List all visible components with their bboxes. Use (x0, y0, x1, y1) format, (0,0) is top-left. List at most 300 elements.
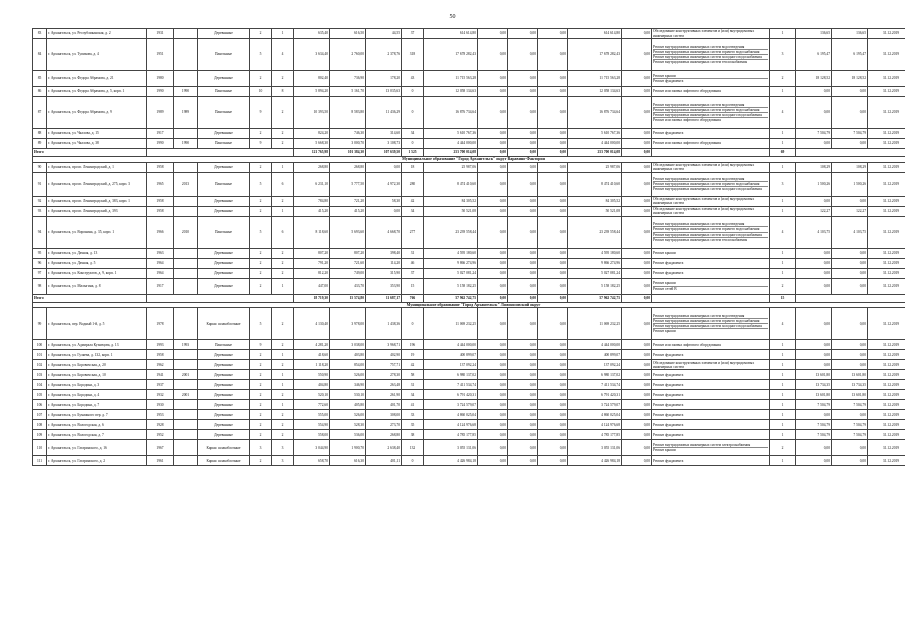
cell-u2: 136,65 (832, 29, 868, 39)
cell-a1: 4 281,20 (294, 340, 330, 350)
cell-fl: 2 (250, 350, 272, 360)
cell-fl: 2 (250, 196, 272, 206)
cell-y1: 1965 (147, 172, 174, 196)
cell-date: 31.12.2019 (868, 258, 905, 268)
cell-u1: 1 500,26 (796, 172, 832, 196)
total-c4: 57 962 742,75 (568, 294, 622, 302)
cell-y2 (174, 430, 198, 440)
table-row (33, 196, 905, 206)
total-empty (147, 149, 294, 157)
cell-c2: 0,00 (508, 206, 538, 216)
cell-cost: 400 899,07 (424, 350, 478, 360)
table-row (33, 380, 905, 390)
cell-a1: 6 231,10 (294, 172, 330, 196)
cell-date: 31.12.2019 (868, 370, 905, 380)
cell-c1: 0,00 (478, 71, 508, 87)
cell-date: 31.12.2019 (868, 350, 905, 360)
cell-no: 99 (33, 308, 47, 340)
cell-wall: Деревянные (198, 162, 250, 172)
cell-wall: Деревянные (198, 196, 250, 206)
cell-c5: 0,00 (622, 216, 652, 248)
work-item: Ремонт фундамента (653, 392, 684, 397)
table-row (33, 71, 905, 87)
cell-a3: 114,20 (366, 258, 402, 268)
cell-c2: 0,00 (508, 87, 538, 97)
cell-res: 35 (402, 420, 424, 430)
cell-c1: 0,00 (478, 350, 508, 360)
table-row (33, 87, 905, 97)
cell-en: 1 (272, 400, 294, 410)
cell-addr: г. Архангельск, ул. Боровичская, д. 10 (47, 370, 147, 380)
cell-a3: 315,90 (366, 268, 402, 278)
cell-cost: 9 866 274,96 (424, 258, 478, 268)
total-cost: 253 700 014,08 (424, 149, 478, 157)
cell-res: 31 (402, 248, 424, 258)
cell-en: 3 (272, 456, 294, 466)
work-item: Ремонт фундамента (653, 458, 684, 463)
cell-cost: 23 239 558,44 (424, 216, 478, 248)
cell-c2: 0,00 (508, 400, 538, 410)
cell-y1: 1958 (147, 162, 174, 172)
cell-cnt: 2 (770, 278, 796, 294)
cell-u2: 122,27 (832, 206, 868, 216)
cell-c3: 0,00 (538, 87, 568, 97)
cell-y1: 1967 (147, 440, 174, 456)
cell-no: 88 (33, 129, 47, 139)
cell-cost: 614 614,80 (424, 29, 478, 39)
work-item: Ремонт внутридомовых инженерных систем горячего водоснабжения (653, 108, 768, 113)
cell-cnt: 1 (770, 360, 796, 370)
total-label: Итого (33, 149, 147, 157)
cell-cnt: 1 (770, 410, 796, 420)
cell-a2: 536,00 (330, 430, 366, 440)
cell-fl: 9 (250, 97, 272, 129)
cell-a2: 746,30 (330, 129, 366, 139)
cell-a3: 1 438,36 (366, 308, 402, 340)
table-row (33, 340, 905, 350)
cell-a3: 263,48 (366, 380, 402, 390)
cell-c2: 0,00 (508, 139, 538, 149)
cell-addr: г. Архангельск, ул. Боровичская, д. 20 (47, 360, 147, 370)
cell-fl: 2 (250, 360, 272, 370)
cell-u1: 13 734,35 (796, 380, 832, 390)
cell-c2: 0,00 (508, 360, 538, 370)
total-empty (147, 294, 294, 302)
cell-u1: 13 601,80 (796, 390, 832, 400)
cell-a1: 1 118,20 (294, 360, 330, 370)
cell-date: 31.12.2019 (868, 206, 905, 216)
cell-u2: 0,00 (832, 258, 868, 268)
cell-u2: 7 504,79 (832, 430, 868, 440)
cell-y1: 1958 (147, 196, 174, 206)
cell-c4: 137 092,24 (568, 360, 622, 370)
work-item: Ремонт внутридомовых инженерных систем теплоснабжения (653, 237, 748, 242)
cell-c2: 0,00 (508, 129, 538, 139)
cell-a3: 278,30 (366, 370, 402, 380)
cell-en: 2 (272, 390, 294, 400)
cell-a3: 308,00 (366, 410, 402, 420)
cell-c5: 0,00 (622, 258, 652, 268)
cell-a2: 403,80 (330, 350, 366, 360)
cell-c1: 0,00 (478, 400, 508, 410)
cell-works (652, 97, 770, 129)
cell-date: 31.12.2019 (868, 29, 905, 39)
cell-a3: 0,00 (366, 162, 402, 172)
cell-c3: 0,00 (538, 308, 568, 340)
cell-wall: Деревянные (198, 268, 250, 278)
cell-works (652, 39, 770, 71)
cell-a1: 10 393,50 (294, 97, 330, 129)
cell-addr: г. Архангельск, ул. Республиканская, д. 2 (47, 29, 147, 39)
cell-cost: 11 715 563,28 (424, 71, 478, 87)
cell-a2: 721,60 (330, 258, 366, 268)
total-c3: 0,00 (538, 294, 568, 302)
cell-u2: 7 504,79 (832, 420, 868, 430)
cell-date: 31.12.2019 (868, 248, 905, 258)
cell-c4: 5 027 081,24 (568, 268, 622, 278)
cell-c1: 0,00 (478, 420, 508, 430)
cell-en: 2 (272, 97, 294, 129)
cell-a3: 261,90 (366, 390, 402, 400)
cell-addr: г. Архангельск, ул. Гагаринского, д. 2 (47, 456, 147, 466)
cell-no: 83 (33, 29, 47, 39)
cell-c5: 0,00 (622, 390, 652, 400)
cell-y1: 1966 (147, 216, 174, 248)
cell-u1: 0,00 (796, 360, 832, 370)
cell-y1: 1963 (147, 248, 174, 258)
cell-cnt: 1 (770, 420, 796, 430)
cell-c3: 0,00 (538, 258, 568, 268)
cell-c4: 7 411 534,74 (568, 380, 622, 390)
cell-u2: 0,00 (832, 456, 868, 466)
cell-c5: 0,00 (622, 340, 652, 350)
cell-res: 43 (402, 71, 424, 87)
cell-cost: 7 411 534,74 (424, 380, 478, 390)
cell-cost: 5 158 182,25 (424, 278, 478, 294)
cell-c2: 0,00 (508, 258, 538, 268)
cell-date: 31.12.2019 (868, 216, 905, 248)
cell-en: 1 (272, 370, 294, 380)
cell-works (652, 206, 770, 216)
cell-y2 (174, 360, 198, 370)
cell-cnt: 4 (770, 216, 796, 248)
cell-a1: 635,40 (294, 29, 330, 39)
table-row (33, 440, 905, 456)
cell-a2: 854,00 (330, 360, 366, 370)
cell-wall: Деревянные (198, 206, 250, 216)
cell-no: 97 (33, 268, 47, 278)
cell-addr: г. Архангельск, ул. Чкалова, д. 15 (47, 129, 147, 139)
cell-a3: 4 972,30 (366, 172, 402, 196)
work-item: Ремонт или замена лифтового оборудования (653, 141, 721, 146)
cell-fl: 2 (250, 162, 272, 172)
cell-a3: 0,00 (366, 206, 402, 216)
cell-u1: 0,00 (796, 258, 832, 268)
cell-addr: г. Архангельск, ул. Федора Абрамова, д. 5, корп. 1 (47, 87, 147, 97)
cell-a2: 3 978,00 (330, 308, 366, 340)
cell-a1: 5 894,20 (294, 87, 330, 97)
cell-works (652, 430, 770, 440)
cell-u1: 0,00 (796, 278, 832, 294)
cell-y2 (174, 440, 198, 456)
cell-works (652, 248, 770, 258)
total-label: Итого (33, 294, 147, 302)
cell-res: 42 (402, 196, 424, 206)
cell-y1: 1952 (147, 430, 174, 440)
cell-c4: 50 521,08 (568, 206, 622, 216)
cell-y1: 1964 (147, 258, 174, 268)
cell-date: 31.12.2019 (868, 400, 905, 410)
cell-wall: Деревянные (198, 129, 250, 139)
cell-u2: 0,00 (832, 87, 868, 97)
cell-fl: 5 (250, 39, 272, 71)
table-row (33, 139, 905, 149)
total-res: 766 (402, 294, 424, 302)
work-item: Обследование конструктивных элементов и (или) внутридомовых инженерных систем (653, 360, 755, 369)
cell-a2: 749,00 (330, 268, 366, 278)
work-item: Ремонт внутридомовых инженерных систем горячего водоснабжения (653, 182, 768, 187)
cell-date: 31.12.2019 (868, 71, 905, 87)
table-row (33, 97, 905, 129)
cell-cost: 137 092,24 (424, 360, 478, 370)
cell-y2 (174, 206, 198, 216)
cell-a3: 757,71 (366, 360, 402, 370)
cell-cnt: 1 (770, 29, 796, 39)
cell-wall: Деревянные (198, 360, 250, 370)
cell-en: 2 (272, 430, 294, 440)
cell-no: 93 (33, 206, 47, 216)
cell-u1: 0,00 (796, 440, 832, 456)
cell-fl: 2 (250, 370, 272, 380)
cell-c2: 0,00 (508, 340, 538, 350)
cell-cnt: 1 (770, 196, 796, 206)
cell-c2: 0,00 (508, 162, 538, 172)
work-item: Ремонт внутридомовых инженерных систем водоотведения (653, 222, 768, 227)
cell-en: 2 (272, 340, 294, 350)
cell-c5: 0,00 (622, 308, 652, 340)
cell-a3: 401,70 (366, 400, 402, 410)
table-row (33, 456, 905, 466)
cell-c2: 0,00 (508, 350, 538, 360)
cell-en: 6 (272, 216, 294, 248)
cell-c2: 0,00 (508, 248, 538, 258)
cell-c2: 0,00 (508, 216, 538, 248)
cell-u2: 0,00 (832, 248, 868, 258)
cell-cnt: 1 (770, 340, 796, 350)
cell-u1: 136,65 (796, 29, 832, 39)
cell-y2 (174, 71, 198, 87)
cell-addr: г. Архангельск, ул. Бородина, д. 4 (47, 390, 147, 400)
cell-works (652, 370, 770, 380)
cell-c5: 0,00 (622, 172, 652, 196)
cell-a2: 268,80 (330, 162, 366, 172)
cell-a1: 3 044,90 (294, 440, 330, 456)
cell-a1: 550,90 (294, 370, 330, 380)
work-item: Ремонт фундамента (653, 131, 684, 136)
cell-c2: 0,00 (508, 410, 538, 420)
cell-c2: 0,00 (508, 456, 538, 466)
cell-y1: 1941 (147, 370, 174, 380)
cell-a1: 824,20 (294, 129, 330, 139)
total-cost: 57 962 742,75 (424, 294, 478, 302)
cell-date: 31.12.2019 (868, 87, 905, 97)
cell-a1: 802,40 (294, 71, 330, 87)
cell-a2: 721,20 (330, 196, 366, 206)
cell-c3: 0,00 (538, 370, 568, 380)
cell-c3: 0,00 (538, 350, 568, 360)
work-item: Ремонт фундамента (653, 382, 684, 387)
cell-c1: 0,00 (478, 97, 508, 129)
table-row (33, 400, 905, 410)
cell-works (652, 390, 770, 400)
cell-no: 101 (33, 350, 47, 360)
table-row (33, 350, 905, 360)
cell-u2: 0,00 (832, 440, 868, 456)
cell-y2 (174, 350, 198, 360)
cell-c5: 0,00 (622, 456, 652, 466)
cell-cost: 8 474 410,60 (424, 172, 478, 196)
cell-u2: 0,00 (832, 350, 868, 360)
cell-cnt: 1 (770, 162, 796, 172)
cell-c4: 16 876 734,64 (568, 97, 622, 129)
cell-a3: 3 108,73 (366, 139, 402, 149)
page-number: 50 (449, 14, 456, 20)
cell-c4: 4 444 000,00 (568, 340, 622, 350)
cell-c3: 0,00 (538, 248, 568, 258)
cell-c3: 0,00 (538, 71, 568, 87)
cell-a3: 4 668,70 (366, 216, 402, 248)
cell-c3: 0,00 (538, 410, 568, 420)
cell-works (652, 440, 770, 456)
cell-res: 46 (402, 258, 424, 268)
cell-no: 100 (33, 340, 47, 350)
cell-cnt: 4 (770, 97, 796, 129)
cell-res: 318 (402, 39, 424, 71)
cell-u1: 108,29 (796, 162, 832, 172)
cell-c4: 4 785 177,85 (568, 430, 622, 440)
cell-fl: 2 (250, 29, 272, 39)
cell-res: 58 (402, 370, 424, 380)
cell-cost: 4 595 180,60 (424, 248, 478, 258)
cell-y2: 1990 (174, 87, 198, 97)
cell-works (652, 216, 770, 248)
table-row (33, 162, 905, 172)
cell-res: 280 (402, 172, 424, 196)
cell-c4: 4 860 025,04 (568, 410, 622, 420)
cell-addr: г. Архангельск, ул. Бородина, д. 3 (47, 380, 147, 390)
cell-addr: г. Архангельск, ул. Гуляева, д. 132, корп. 1 (47, 350, 147, 360)
cell-c1: 0,00 (478, 39, 508, 71)
cell-u1: 0,00 (796, 308, 832, 340)
cell-wall: Панельные (198, 87, 250, 97)
cell-addr: г. Архангельск, ул. Конструктов, д. 9, корп. 1 (47, 268, 147, 278)
cell-wall: Деревянные (198, 420, 250, 430)
cell-y2 (174, 456, 198, 466)
cell-a3: 314,60 (366, 129, 402, 139)
cell-date: 31.12.2019 (868, 360, 905, 370)
cell-cost: 3 055 131,06 (424, 440, 478, 456)
cell-a3: 178,20 (366, 71, 402, 87)
cell-c3: 0,00 (538, 139, 568, 149)
cell-y2 (174, 196, 198, 206)
cell-date: 31.12.2019 (868, 278, 905, 294)
cell-c5: 0,00 (622, 360, 652, 370)
total-c1: 0,00 (478, 149, 508, 157)
cell-cnt: 1 (770, 129, 796, 139)
cell-en: 2 (272, 268, 294, 278)
cell-res: 0 (402, 139, 424, 149)
cell-a2: 5 693,60 (330, 216, 366, 248)
cell-wall: Панельные (198, 340, 250, 350)
cell-c4: 84 305,52 (568, 196, 622, 206)
cell-cnt: 1 (770, 456, 796, 466)
cell-works (652, 196, 770, 206)
cell-c4: 4 444 000,00 (568, 139, 622, 149)
cell-c4: 4 426 984,18 (568, 456, 622, 466)
cell-u2: 13 601,80 (832, 390, 868, 400)
cell-addr: г. Архангельск, ул. Федора Абрамова, д. 9 (47, 97, 147, 129)
cell-a3: 273,70 (366, 420, 402, 430)
cell-c1: 0,00 (478, 340, 508, 350)
cell-date: 31.12.2019 (868, 380, 905, 390)
cell-y1: 1928 (147, 420, 174, 430)
cell-u1: 0,00 (796, 268, 832, 278)
cell-c3: 0,00 (538, 196, 568, 206)
total-a1: 18 719,30 (294, 294, 330, 302)
work-item: Ремонт крыши (653, 448, 676, 453)
work-item: Ремонт или замена лифтового оборудования (653, 342, 721, 347)
work-item: Ремонт фундамента (653, 261, 684, 266)
cell-y2 (174, 162, 198, 172)
cell-no: 107 (33, 410, 47, 420)
cell-y2 (174, 129, 198, 139)
cell-a2: 526,00 (330, 370, 366, 380)
cell-date: 31.12.2019 (868, 162, 905, 172)
cell-works (652, 400, 770, 410)
cell-date: 31.12.2019 (868, 97, 905, 129)
cell-c4: 5 610 767,36 (568, 129, 622, 139)
table-row (33, 430, 905, 440)
cell-c5: 0,00 (622, 248, 652, 258)
work-item: Ремонт сетей В (653, 286, 677, 291)
cell-c1: 0,00 (478, 196, 508, 206)
cell-y1: 1958 (147, 206, 174, 216)
cell-c4: 400 899,07 (568, 350, 622, 360)
cell-c3: 0,00 (538, 268, 568, 278)
cell-c5: 0,00 (622, 129, 652, 139)
total-c3: 0,00 (538, 149, 568, 157)
cell-y2: 1993 (174, 340, 198, 350)
work-item: Ремонт внутридомовых инженерных систем водоотведения (653, 177, 768, 182)
cell-fl: 5 (250, 216, 272, 248)
cell-fl: 2 (250, 400, 272, 410)
cell-cost: 4 860 025,04 (424, 410, 478, 420)
cell-cost: 4 444 000,00 (424, 139, 478, 149)
cell-cnt: 1 (770, 380, 796, 390)
cell-u2: 13 734,35 (832, 380, 868, 390)
cell-works (652, 139, 770, 149)
cell-en: 2 (272, 410, 294, 420)
cell-wall: Деревянные (198, 258, 250, 268)
cell-c1: 0,00 (478, 430, 508, 440)
cell-cost: 17 678 282,43 (424, 39, 478, 71)
cell-c4: 4 595 180,60 (568, 248, 622, 258)
cell-c4: 4 124 976,68 (568, 420, 622, 430)
cell-works (652, 172, 770, 196)
cell-c3: 0,00 (538, 278, 568, 294)
cell-c4: 5 158 182,25 (568, 278, 622, 294)
cell-c1: 0,00 (478, 308, 508, 340)
